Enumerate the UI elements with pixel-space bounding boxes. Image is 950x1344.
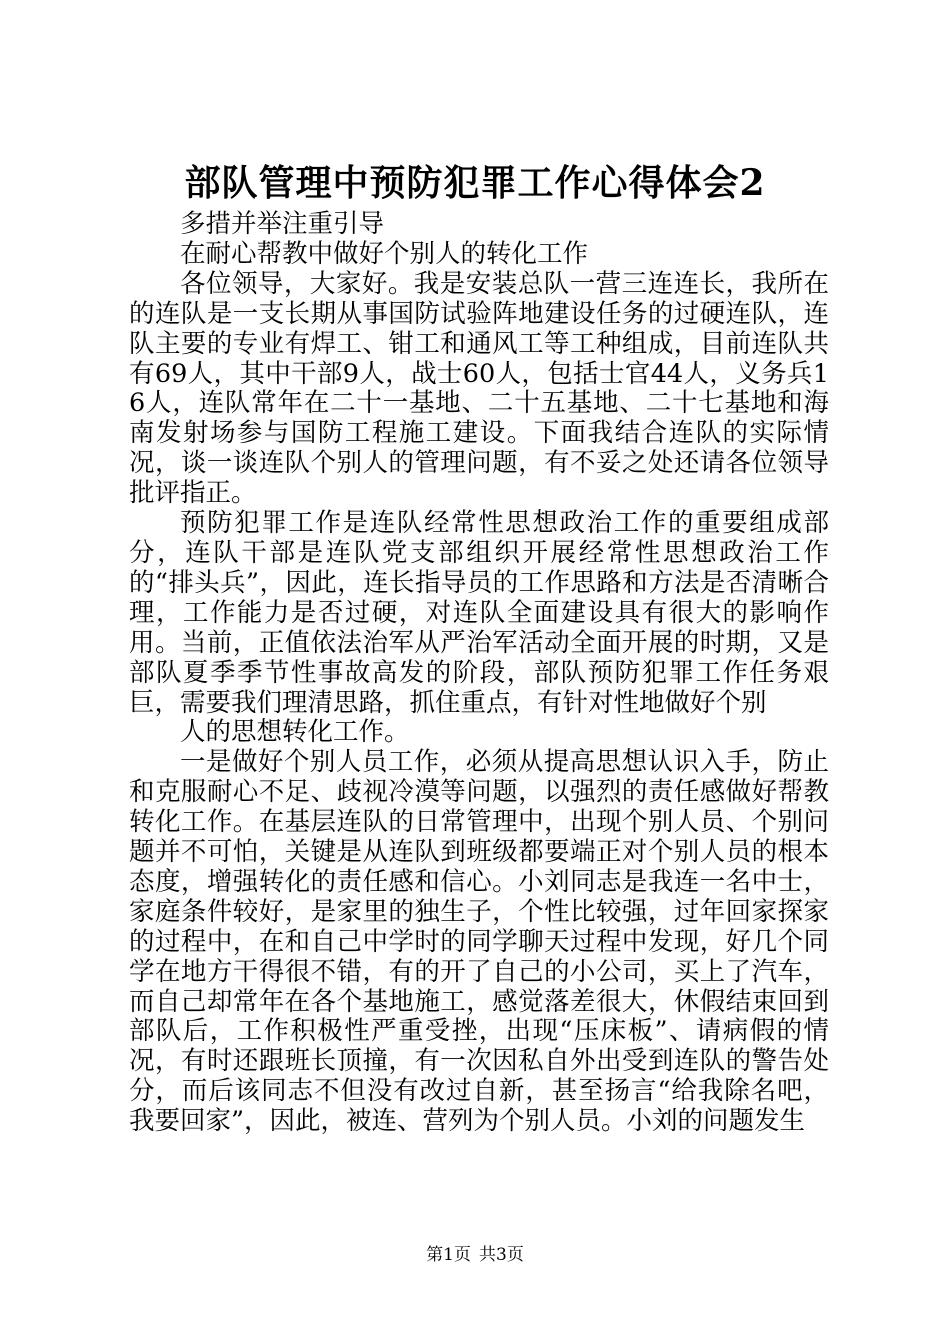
- paragraph-point-one: 一是做好个别人员工作，必须从提高思想认识入手，防止和克服耐心不足、歧视冷漠等问题，以强烈的责任感做好帮教转化工作。在基层连队的日常管理中，出现个别人员、个别问题并不可怕，关键是从连队到班级都要端正对个别人员的根本态度，增强转化的责任感和信心。小刘同志是我连一名中士，家庭条件较好，是家里的独生子，个性比较强，过年回家探家的过程中，在和自己中学时的同学聊天过程中发现，好几个同学在地方干得很不错，有的开了自己的小公司，买上了汽车，而自己却常年在各个基地施工，感觉落差很大，休假结束回到部队后，工作积极性严重受挫，出现“压床板”、请病假的情况，有时还跟班长顶撞，有一次因私自外出受到连队的警告处分，而后该同志不但没有改过自新，甚至扬言“给我除名吧，我要回家”，因此，被连、营列为个别人员。小刘的问题发生: [129, 747, 829, 1137]
- page-footer: [0, 1243, 950, 1267]
- paragraph-intro: 各位领导，大家好。我是安装总队一营三连连长，我所在的连队是一支长期从事国防试验阵地建设任务的过硬连队，连队主要的专业有焊工、钳工和通风工等工种组成，目前连队共有69人，其中干部9人，战士60人，包括士官44人，义务兵16人，连队常年在二十一基地、二十五基地、二十七基地和海南发射场参与国防工程施工建设。下面我结合连队的实际情况，谈一谈连队个别人的管理问题，有不妥之处还请各位领导批评指正。: [129, 268, 829, 509]
- page-number-current: 第1页: [426, 1245, 471, 1265]
- document-body: [129, 210, 829, 1137]
- page-number-total: 共3页: [479, 1245, 524, 1265]
- paragraph-crime-prevention: 预防犯罪工作是连队经常性思想政治工作的重要组成部分，连队干部是连队党支部组织开展经常性思想政治工作的“排头兵”，因此，连长指导员的工作思路和方法是否清晰合理，工作能力是否过硬，对连队全面建设具有很大的影响作用。当前，正值依法治军从严治军活动全面开展的时期，又是部队夏季季节性事故高发的阶段，部队预防犯罪工作任务艰巨，需要我们理清思路，抓住重点，有针对性地做好个别: [129, 508, 829, 718]
- paragraph-subtitle-2: 在耐心帮教中做好个别人的转化工作: [180, 238, 589, 269]
- document-title: 部队管理中预防犯罪工作心得体会2: [184, 162, 766, 204]
- paragraph-continuation: 人的思想转化工作。: [180, 717, 410, 748]
- paragraph-subtitle-1: 多措并举注重引导: [180, 209, 385, 239]
